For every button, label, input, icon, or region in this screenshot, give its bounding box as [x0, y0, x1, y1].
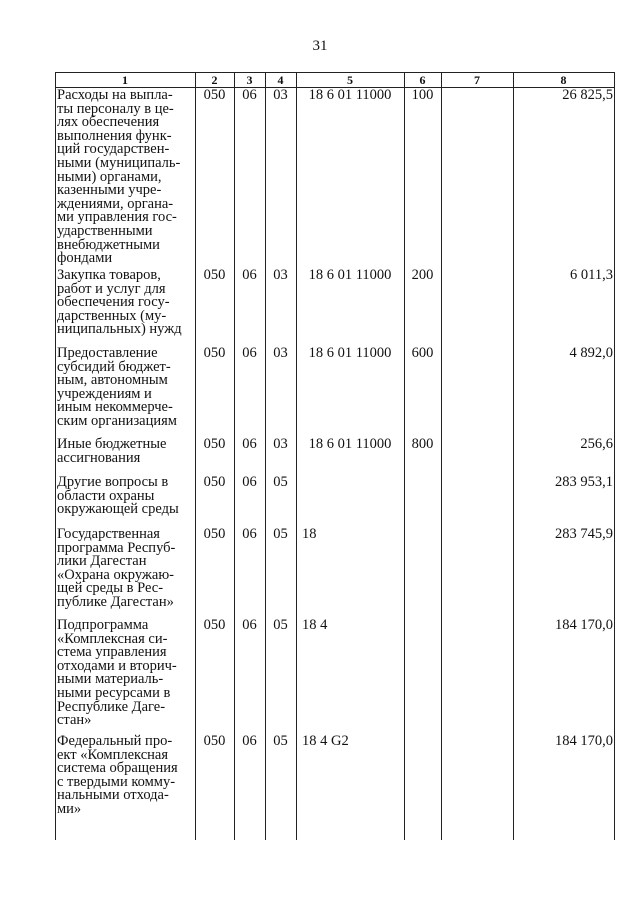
- row-col-3: 06: [242, 733, 257, 749]
- row-name: Федеральный про- ект «Комплексная система обращения с твердыми комму- нальными отхода- ми»: [57, 733, 178, 817]
- row-amount: 283 953,1: [555, 474, 613, 490]
- row-col-4: 03: [273, 87, 288, 103]
- header-col-1: 1: [122, 73, 128, 87]
- header-col-4: 4: [277, 73, 284, 87]
- row-col-2: 050: [203, 267, 226, 283]
- header-col-2: 2: [211, 73, 218, 87]
- row-col-2: 050: [203, 87, 226, 103]
- column-divider: [265, 72, 266, 840]
- row-col-2: 050: [203, 345, 226, 361]
- row-name: Другие вопросы в области охраны окружающей среды: [57, 474, 179, 518]
- row-col-3: 06: [242, 345, 257, 361]
- row-col-4: 03: [273, 436, 288, 452]
- header-col-5: 5: [347, 73, 353, 87]
- column-divider: [614, 72, 615, 840]
- row-col-4: 03: [273, 345, 288, 361]
- row-col-3: 06: [242, 617, 257, 633]
- row-col-2: 050: [203, 526, 226, 542]
- column-divider: [404, 72, 405, 840]
- row-col-6: 100: [411, 87, 434, 103]
- row-name: Подпрограмма «Комплексная си- стема управления отходами и вторич- ными материаль- ными ресурсами в Республике Даге- стан»: [57, 617, 177, 729]
- row-col-5: 18 4: [302, 617, 328, 633]
- row-col-5: 18 6 01 11000: [308, 267, 392, 283]
- row-col-2: 050: [203, 617, 226, 633]
- column-divider: [195, 72, 196, 840]
- row-name: Расходы на выпла- ты персоналу в це- лях обеспечения выполнения функ- ций государствен- ными (муниципаль- ными) органами, казенными учре- ждениями, органа- ми управления гос- ударственными внебюджетными фондами: [57, 87, 181, 267]
- column-divider: [55, 72, 56, 840]
- row-col-5: 18 6 01 11000: [308, 87, 392, 103]
- row-amount: 4 892,0: [569, 345, 613, 361]
- row-col-4: 05: [273, 526, 288, 542]
- row-col-4: 05: [273, 733, 288, 749]
- row-col-6: 600: [411, 345, 434, 361]
- column-divider: [513, 72, 514, 840]
- header-col-7: 7: [474, 73, 480, 87]
- header-col-8: 8: [560, 73, 567, 87]
- row-name: Иные бюджетные ассигнования: [57, 436, 167, 466]
- row-col-3: 06: [242, 526, 257, 542]
- row-col-2: 050: [203, 436, 226, 452]
- row-amount: 26 825,5: [562, 87, 613, 103]
- page-number: 31: [312, 38, 328, 54]
- row-col-4: 05: [273, 474, 288, 490]
- row-col-5: 18 4 G2: [302, 733, 349, 749]
- row-name: Предоставление субсидий бюджет- ным, автономным учреждениям и иным некоммерче- ским организациям: [57, 345, 177, 429]
- column-divider: [296, 72, 297, 840]
- row-col-4: 05: [273, 617, 288, 633]
- row-col-4: 03: [273, 267, 288, 283]
- row-name: Государственная программа Респуб- лики Дагестан «Охрана окружаю- щей среды в Рес- публике Дагестан»: [57, 526, 176, 610]
- row-col-3: 06: [242, 436, 257, 452]
- header-col-6: 6: [419, 73, 426, 87]
- row-col-6: 800: [411, 436, 434, 452]
- row-amount: 184 170,0: [555, 617, 613, 633]
- row-amount: 184 170,0: [555, 733, 613, 749]
- row-col-3: 06: [242, 267, 257, 283]
- row-col-5: 18 6 01 11000: [308, 436, 392, 452]
- row-amount: 283 745,9: [555, 526, 613, 542]
- row-col-5: 18 6 01 11000: [308, 345, 392, 361]
- column-divider: [234, 72, 235, 840]
- header-col-3: 3: [246, 73, 253, 87]
- row-amount: 256,6: [580, 436, 613, 452]
- row-col-3: 06: [242, 474, 257, 490]
- row-amount: 6 011,3: [570, 267, 613, 283]
- row-name: Закупка товаров, работ и услуг для обеспечения госу- дарственных (му- ниципальных) нужд: [57, 267, 182, 338]
- row-col-5: 18: [302, 526, 317, 542]
- budget-table: [55, 72, 615, 840]
- row-col-2: 050: [203, 733, 226, 749]
- row-col-3: 06: [242, 87, 257, 103]
- column-divider: [441, 72, 442, 840]
- row-col-2: 050: [203, 474, 226, 490]
- row-col-6: 200: [411, 267, 434, 283]
